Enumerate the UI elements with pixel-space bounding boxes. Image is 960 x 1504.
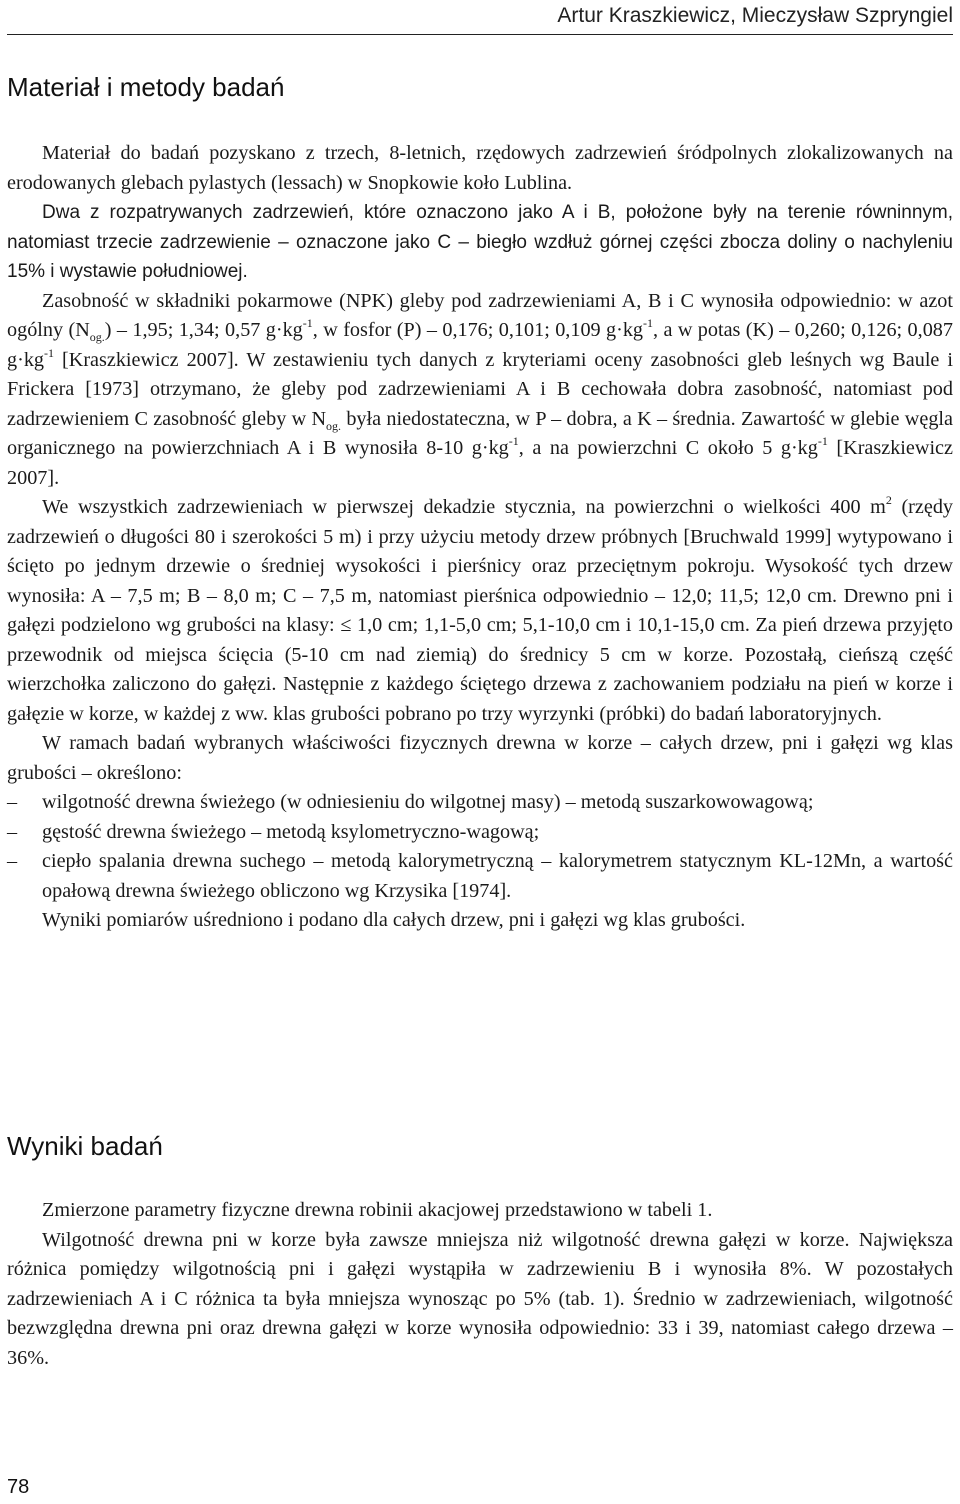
soil-sup-3: -1	[44, 345, 55, 360]
soil-sup-5: -1	[817, 434, 828, 449]
soil-text-2: ) – 1,95; 1,34; 0,57 g·kg	[104, 319, 303, 341]
soil-text-4: , a w potas (K) – 0,260; 0,126; 0,087 g·kg	[7, 319, 953, 371]
methods-body	[7, 139, 953, 936]
soil-sub-2: og.	[326, 418, 342, 433]
results-paragraph-2-text: Wilgotność drewna pni w korze była zawsze mniejsza niż wilgotność drewna gałęzi w korze. Największa różnica pomiędzy wilgotnością pni i gałęzi wystąpiła w zadrzewieniu B i wynosiła 8%. W pozostałych zadrzewieniach A i C różnica ta była mniejsza wynosząc po 5% (tab. 1). Średnio w zadrzewieniach, wilgotność bezwzględna drewna pni oraz drewna gałęzi w korze wynosiła odpowiednio: 33 i 39, natomiast całego drzewa – 36%.	[7, 1228, 953, 1369]
list-dash: –	[7, 850, 18, 872]
averaging-text: Wyniki pomiarów uśredniono i podano dla całych drzew, pni i gałęzi wg klas grubości.	[42, 909, 746, 931]
soil-text-3: , w fosfor (P) – 0,176; 0,101; 0,109 g·kg	[312, 319, 644, 341]
list-item-text: wilgotność drewna świeżego (w odniesieniu do wilgotnej masy) – metodą suszarkowowagową;	[42, 791, 814, 813]
list-dash: –	[7, 820, 18, 843]
methods-paragraph-1	[7, 139, 953, 198]
soil-text-5: [Kraszkiewicz 2007]. W zestawieniu tych danych z kryteriami oceny zasobności gleb leśnych wg Baule i Frickera [1973] otrzymano, że gleby pod zadrzewieniami A i B cechowała dobra zasobność, natomiast pod zadrzewieniem C zasobność gleby w N	[7, 348, 953, 430]
sampling-text-1: We wszystkich zadrzewieniach w pierwszej dekadzie stycznia, na powierzchni o wielkości 400 m	[42, 496, 886, 518]
soil-sup-4: -1	[508, 434, 519, 449]
list-item	[7, 818, 953, 848]
page-number: 78	[7, 1476, 30, 1498]
properties-text: W ramach badań wybranych właściwości fizycznych drewna w korze – całych drzew, pni i gałęzi wg klas grubości – określono:	[7, 732, 953, 784]
methods-paragraph-properties	[7, 729, 953, 788]
methods-paragraph-1b	[7, 198, 953, 287]
list-item-text: gęstość drewna świeżego – metodą ksylometryczno-wagową;	[42, 820, 540, 843]
results-paragraph-2	[7, 1226, 953, 1374]
results-paragraph-1-text: Zmierzone parametry fizyczne drewna robinii akacjowej przedstawiono w tabeli 1.	[42, 1199, 713, 1221]
methods-paragraph-1b-text: Dwa z rozpatrywanych zadrzewień, które oznaczono jako A i B, położone były na terenie równinnym, natomiast trzecie zadrzewienie – oznaczone jako C – biegło wzdłuż górnej części zbocza doliny o nachyleniu 15% i wystawie południowej.	[7, 202, 953, 282]
header-rule	[7, 34, 953, 35]
sampling-text-2: (rzędy zadrzewień o długości 80 i szerokości 5 m) i przy użyciu metody drzew próbnych [Bruchwald 1999] wytypowano i ścięto po jednym drzewie o średniej wysokości i pierśnicy oraz przeciętnym pokroju. Wysokość tych drzew wynosiła: A – 7,5 m; B – 8,0 m; C – 7,5 m, natomiast pierśnica odpowiednio – 12,0; 11,5; 12,0 cm. Drewno pni i gałęzi podzielono wg grubości na klasy: ≤ 1,0 cm; 1,1-5,0 cm; 5,1-10,0 cm i 10,1-15,0 cm. Za pień drzewa przyjęto przewodnik od miejsca ścięcia (5-10 cm nad ziemią) do średnicy 5 cm w korze. Pozostałą, cieńszą część wierzchołka zaliczono do gałęzi. Następnie z każdego ściętego drzewa z zachowaniem podziału na pień w korze i gałęzie w korze, w każdej z ww. klas grubości pobrano po trzy wyrzynki (próbki) do badań laboratoryjnych.	[7, 496, 954, 725]
running-header-authors: Artur Kraszkiewicz, Mieczysław Szpryngiel	[557, 4, 953, 27]
list-item-text: ciepło spalania drewna suchego – metodą kalorymetryczną – kalorymetrem statycznym KL-12Mn, a wartość opałową drewna świeżego obliczono wg Krzysika [1974].	[42, 850, 953, 902]
methods-paragraph-averaging	[7, 906, 953, 936]
methods-list	[7, 788, 953, 906]
list-item	[7, 788, 953, 818]
soil-text-8: [Kraszkiewicz 2007].	[7, 437, 953, 489]
sampling-sup-1: 2	[885, 493, 892, 508]
methods-paragraph-soil	[7, 287, 953, 494]
methods-paragraph-1a: Materiał do badań pozyskano z trzech, 8-letnich, rzędowych zadrzewień śródpolnych zlokalizowanych na erodowanych glebach pylastych (lessach) w Snopkowie koło Lublina.	[7, 142, 953, 194]
soil-sup-1: -1	[302, 316, 313, 331]
soil-text-1: Zasobność w składniki pokarmowe (NPK) gleby pod zadrzewieniami A, B i C wynosiła odpowiednio: w azot ogólny (N	[7, 289, 953, 341]
results-paragraph-1	[7, 1196, 953, 1226]
section-heading-methods: Materiał i metody badań	[7, 72, 285, 102]
list-item	[7, 847, 953, 906]
results-body	[7, 1196, 953, 1373]
section-heading-results: Wyniki badań	[7, 1131, 163, 1161]
soil-sub-1: og.	[89, 330, 105, 345]
list-dash: –	[7, 791, 18, 813]
methods-paragraph-sampling	[7, 493, 953, 729]
soil-text-7: , a na powierzchni C około 5 g·kg	[518, 437, 818, 459]
soil-sup-2: -1	[643, 316, 654, 331]
soil-text-6: była niedostateczna, w P – dobra, a K – średnia. Zawartość w glebie węgla organicznego na powierzchniach A i B wynosiła 8-10 g·kg	[7, 407, 953, 459]
document-page	[7, 0, 953, 1504]
